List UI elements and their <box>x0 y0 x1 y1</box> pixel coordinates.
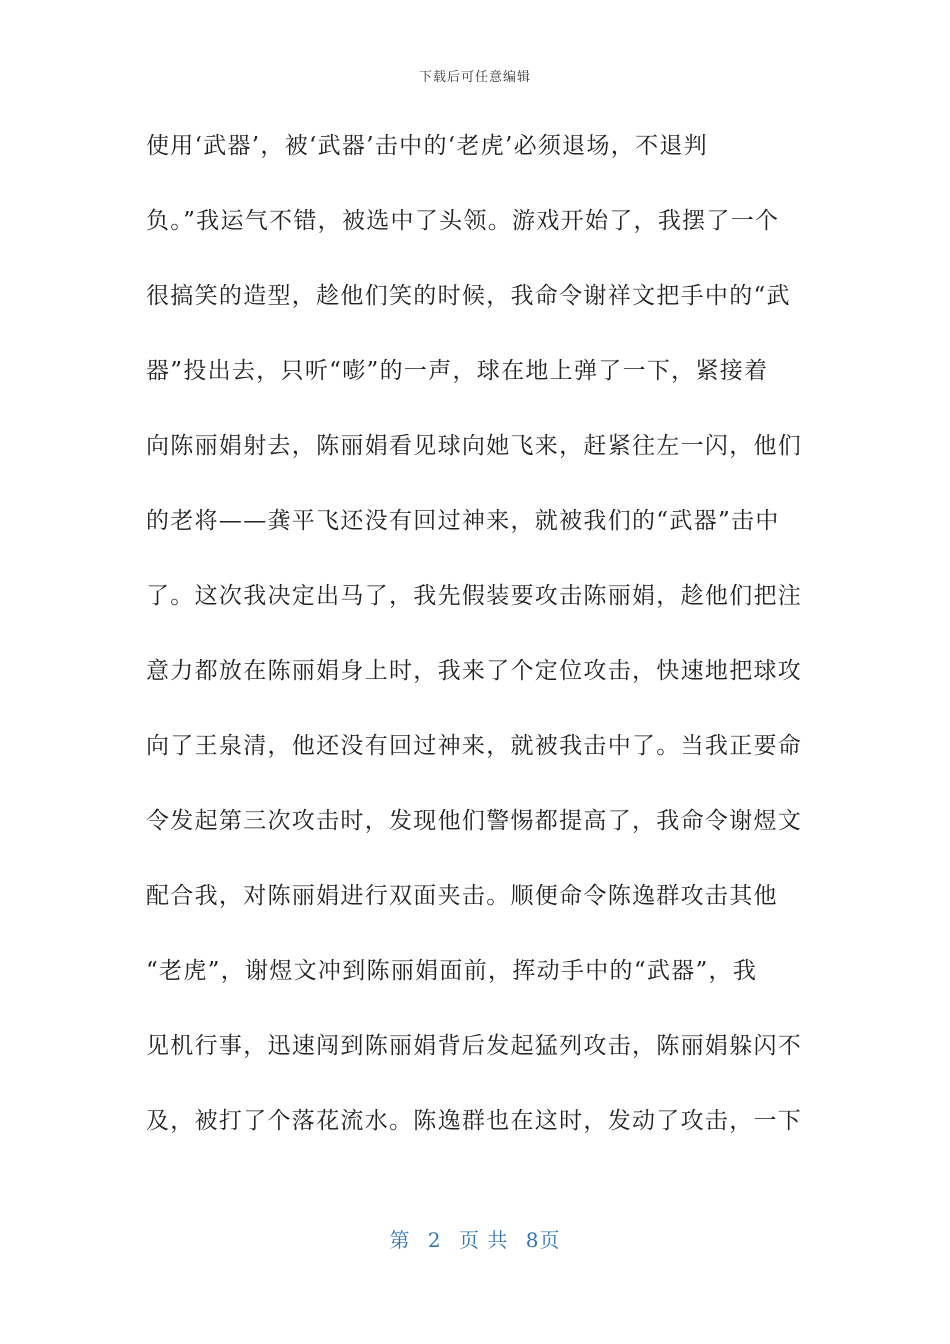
text-line: 向陈丽娟射去，陈丽娟看见球向她飞来，赶紧往左一闪，他们 <box>146 433 803 459</box>
text-line: 的老将——龚平飞还没有回过神来，就被我们的“武器”击中 <box>146 508 780 534</box>
text-line: 使用‘武器’，被‘武器’击中的‘老虎’必须退场，不退判 <box>146 133 708 159</box>
text-line: 很搞笑的造型，趁他们笑的时候，我命令谢祥文把手中的“武 <box>146 283 791 309</box>
footer-middle: 页 共 <box>459 1228 509 1252</box>
text-line: 了。这次我决定出马了，我先假装要攻击陈丽娟，趁他们把注 <box>146 583 803 609</box>
text-line: 向了王泉清，他还没有回过神来，就被我击中了。当我正要命 <box>146 733 803 759</box>
page-footer <box>0 1224 950 1253</box>
body-text <box>146 121 803 1171</box>
text-line: 配合我，对陈丽娟进行双面夹击。顺便命令陈逸群攻击其他 <box>146 883 778 909</box>
text-line: 器”投出去，只听“嘭”的一声，球在地上弹了一下，紧接着 <box>146 358 769 384</box>
header-note: 下载后可任意编辑 <box>418 70 531 85</box>
text-line: 见机行事，迅速闯到陈丽娟背后发起猛列攻击，陈丽娟躲闪不 <box>146 1033 803 1059</box>
footer-page-number: 2 <box>427 1228 442 1252</box>
text-line: 意力都放在陈丽娟身上时，我来了个定位攻击，快速地把球攻 <box>146 658 803 684</box>
text-line: 及，被打了个落花流水。陈逸群也在这时，发动了攻击，一下 <box>146 1108 803 1134</box>
text-line: 令发起第三次攻击时，发现他们警惕都提高了，我命令谢煜文 <box>146 808 803 834</box>
footer-prefix: 第 <box>389 1228 411 1252</box>
text-line: 负。”我运气不错，被选中了头领。游戏开始了，我摆了一个 <box>146 208 780 234</box>
text-line: “老虎”，谢煜文冲到陈丽娟面前，挥动手中的“武器”，我 <box>146 958 758 984</box>
footer-total: 8页 <box>525 1228 561 1252</box>
